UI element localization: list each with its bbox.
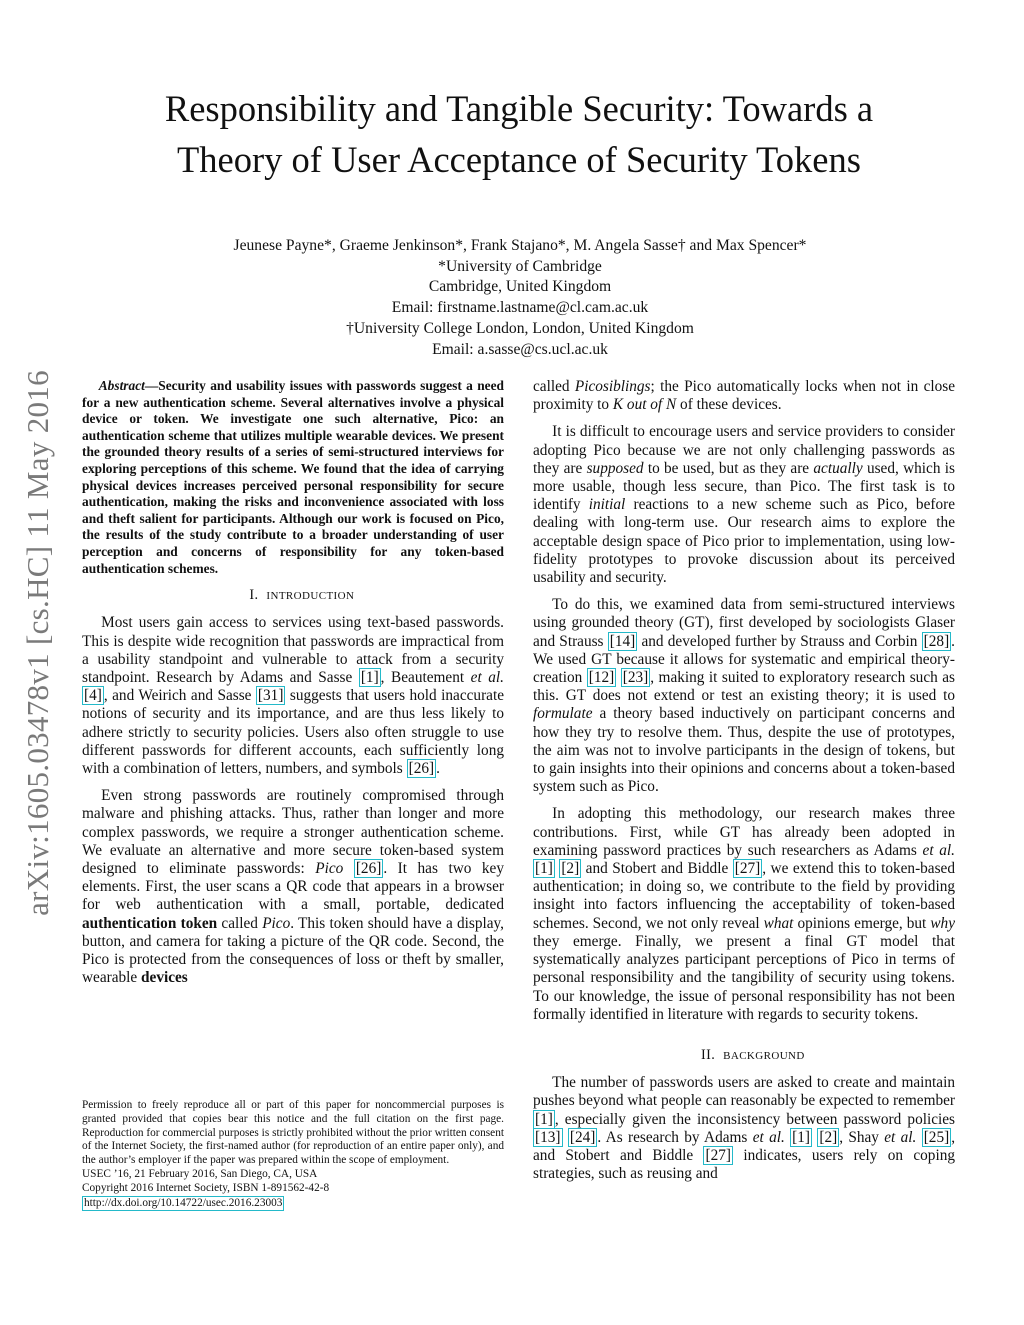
citation-link[interactable]: [14] [609,632,636,650]
venue-text: USEC ’16, 21 February 2016, San Diego, CA, USA [82,1167,318,1180]
intro-paragraph-5: To do this, we examined data from semi-structured interviews using grounded theory (GT), first developed by sociologists Glaser and Strauss [14] and developed further by Strauss and Corbin [28] . We used GT because it allows for systematic and empirical theory-creation [12] [23] , making it suited to exploratory research such as this. GT does not extend or test an existing theory; it is used to formulate a theory based inductively on participant concerns and how they try to resolve them. Thus, despite the use of prototypes, the aim was not to involve participants in the design of tokens, but to gain insights into their opinions and concerns about a token-based system such as Pico. [533,596,955,796]
background-paragraph-1: The number of passwords users are asked to create and maintain pushes beyond what people can reasonably be expected to remember [1] , especially given the inconsistency between password policies [13] [24] . As research by Adams et al. [1] [2] , Shay et al. [25] , and Stobert and Biddle [27] indicates, users rely on coping strategies, such as reusing and [533,1074,956,1183]
right-column [533,378,955,1192]
citation-link[interactable]: [23] [622,669,649,687]
citation-link[interactable]: [2] [561,860,580,878]
citation-link[interactable]: [25] [923,1128,950,1146]
arxiv-identifier: arXiv:1605.03478v1 [cs.HC] 11 May 2016 [20,370,55,916]
affiliation-cambridge: *University of Cambridge [438,257,602,275]
email-ucl: Email: a.sasse@cs.ucl.ac.uk [432,340,608,358]
citation-link[interactable]: [31] [257,687,284,705]
copyright-text: Copyright 2016 Internet Society, ISBN 1-891562-42-8 [82,1181,330,1194]
section-heading-introduction: I. INTRODUCTION [249,587,355,604]
citation-link[interactable]: [26] [355,859,382,877]
citation-link[interactable]: [1] [792,1128,810,1146]
author-names: Jeunese Payne*, Graeme Jenkinson*, Frank Stajano*, M. Angela Sasse† and Max Spencer* [233,237,807,254]
citation-link[interactable]: [1] [535,860,553,878]
citation-link[interactable]: [4] [84,687,102,705]
citation-link[interactable]: [26] [408,759,435,777]
citation-link[interactable]: [1] [360,668,379,686]
title-line-2: Theory of User Acceptance of Security Tokens [177,139,861,180]
citation-link[interactable]: [12] [588,669,615,687]
intro-paragraph-3: called Picosiblings; the Pico automatically locks when not in close proximity to K out of N of these devices. [533,378,956,414]
citation-link[interactable]: [2] [819,1128,838,1146]
left-column [82,378,504,996]
citation-link[interactable]: [27] [734,860,761,878]
permission-text: Permission to freely reproduce all or part of this paper for noncommercial purposes is granted provided that copies bear this notice and the full citation on the first page. Reproduction for commercial purposes is strictly prohibited without the prior written consent of the Internet Society, the first-named author (for reproduction of an entire paper only), and the author’s employer if the paper was prepared within the scope of employment. [82,1099,504,1167]
citation-link[interactable]: [28] [923,632,950,650]
abstract [82,378,504,577]
doi-link[interactable]: http://dx.doi.org/10.14722/usec.2016.23003 [82,1196,284,1212]
abstract-label: Abstract [98,378,145,393]
location-cambridge: Cambridge, United Kingdom [428,278,612,296]
email-cambridge: Email: firstname.lastname@cl.cam.ac.uk [391,299,649,317]
copyright-notice [82,1099,504,1211]
citation-link[interactable]: [13] [535,1128,561,1146]
intro-paragraph-6: In adopting this methodology, our research makes three contributions. First, while GT has already been adopted in examining password practices by such researchers as Adams et al. [1] [2] and Stobert and Biddle [27] , we extend this to token-based authentication; in doing so, we contribute to the field by providing insight into factors influencing the acceptability of token-based schemes. Second, we not only reveal what opinions emerge, but why they emerge. Finally, we present a final GT model that systematically analyzes participant perceptions of Pico in terms of personal responsibility and the tangibility of security using tokens. To our knowledge, the issue of personal responsibility has not been formally identified in literature with regards to security tokens. [533,805,955,1023]
abstract-text: —Security and usability issues with passwords suggest a need for a new authentication scheme. Several alternatives involve a physical device or token. We investigate one such alternative, Pico: an authentication scheme that utilizes multiple wearable devices. We present the grounded theory results of a series of semi-structured interviews for exploring perceptions of this scheme. We found that the idea of carrying physical devices increases perceived personal responsibility for secure authentication, making the risks and inconvenience associated with loss and theft salient for participants. Although our work is focused on Pico, the results of the study contribute to a broader understanding of user perception and concerns of responsibility for any token-based authentication schemes. [82,378,504,576]
citation-link[interactable]: [24] [569,1128,596,1146]
title-line-1: Responsibility and Tangible Security: Towards a [164,88,874,129]
affiliation-ucl: †University College London, London, United Kingdom [346,319,694,337]
paper-title [80,83,958,185]
citation-link[interactable]: [1] [535,1110,553,1128]
intro-paragraph-4: It is difficult to encourage users and service providers to consider adopting Pico because we are not only challenging passwords as they are supposed to be used, but as they are actually used, which is more usable, though less secure, than Pico. The first task is to identify initial reactions to a new scheme such as Pico, before dealing with long-term use. Our research aims to explore the acceptable design space of Pico prior to implementation, using low-fidelity prototypes to provoke discussion about its perceived usability and security. [533,423,955,587]
citation-link[interactable]: [27] [705,1146,731,1164]
intro-paragraph-2: Even strong passwords are routinely compromised through malware and phishing attacks. Thus, rather than longer and more complex passwords, we require a stronger authentication scheme. We evaluate an alternative and more secure token-based system designed to eliminate passwords: Pico [26] . It has two key elements. First, the user scans a QR code that appears in a browser for web authentication with a small, portable, dedicated authentication token called Pico. This token should have a display, button, and camera for taking a picture of the QR code. Second, the Pico is protected from the consequences of loss or theft by smaller, wearable devices [82,787,505,987]
section-heading-background: II. BACKGROUND [701,1046,805,1063]
author-block [120,236,920,360]
intro-paragraph-1: Most users gain access to services using text-based passwords. This is despite wide recognition that passwords are impractical from a usability standpoint and vulnerable to attack from a security standpoint. Research by Adams and Sasse [1] , Beautement et al. [4] , and Weirich and Sasse [31] suggests that users hold inaccurate notions of security and its importance, and are thus less likely to adhere strictly to security policies. Users also often struggle to use different passwords for different accounts, each sufficiently long with a combination of letters, numbers, and symbols [26] . [82,614,504,777]
